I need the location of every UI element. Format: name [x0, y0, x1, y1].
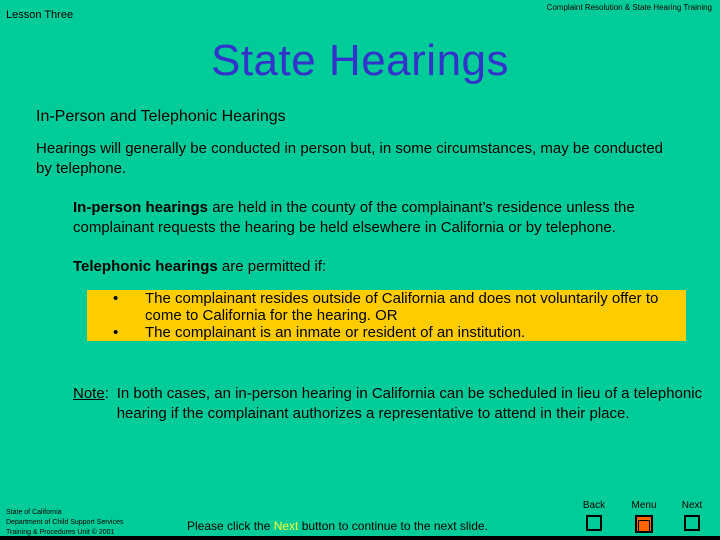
instruction-text: button to continue to the next slide. — [298, 519, 488, 533]
telephonic-text: are permitted if: — [217, 258, 327, 275]
telephonic-term: Telephonic hearings — [73, 258, 218, 275]
back-icon[interactable] — [586, 515, 602, 531]
menu-icon[interactable] — [635, 515, 653, 533]
note-text: In both cases, an in-person hearing in California can be scheduled in lieu of a telephonic hearing if the complainant authorizes a representative to attend in their place. — [116, 385, 703, 422]
note-colon: : — [104, 385, 109, 402]
menu-label: Menu — [631, 500, 657, 511]
note-paragraph — [73, 384, 713, 424]
condition-item — [87, 290, 686, 324]
next-highlight: Next — [273, 519, 299, 533]
next-icon[interactable] — [684, 515, 700, 531]
condition-item — [87, 324, 686, 341]
lesson-label: Lesson Three — [6, 9, 74, 21]
bottom-border — [0, 536, 720, 540]
condition-text: The complainant is an inmate or resident of an institution. — [145, 324, 526, 341]
next-button[interactable] — [674, 500, 710, 531]
continue-instruction — [187, 519, 488, 533]
telephonic-paragraph — [73, 258, 326, 275]
in-person-text: are held in the county of the complainant’s residence unless the complainant requests the hearing be held elsewhere in California or by telephone. — [73, 199, 635, 236]
slide-title: State Hearings — [210, 36, 510, 85]
course-title: Complaint Resolution & State Hearing Training — [546, 3, 712, 12]
note-label: Note — [73, 385, 105, 402]
intro-paragraph: Hearings will generally be conducted in person but, in some circumstances, may be conducted by telephone. — [36, 140, 663, 177]
conditions-box — [87, 290, 686, 341]
in-person-paragraph — [73, 198, 713, 238]
condition-text: The complainant resides outside of California and does not voluntarily offer to come to California for the hearing. OR — [145, 290, 659, 324]
organization-info — [6, 508, 124, 538]
instruction-text: Please click the — [187, 519, 274, 533]
back-label: Back — [582, 500, 606, 511]
bullet: • — [113, 324, 119, 341]
menu-button[interactable] — [626, 500, 662, 533]
in-person-term: In-person hearings — [73, 199, 209, 216]
org-line: Department of Child Support Services — [6, 519, 124, 526]
next-label: Next — [681, 500, 703, 511]
back-button[interactable] — [574, 500, 614, 531]
org-line: Training & Procedures Unit © 2001 — [6, 529, 115, 536]
slide-subtitle: In-Person and Telephonic Hearings — [36, 108, 286, 125]
bullet: • — [113, 290, 119, 307]
org-line: State of California — [6, 509, 62, 516]
